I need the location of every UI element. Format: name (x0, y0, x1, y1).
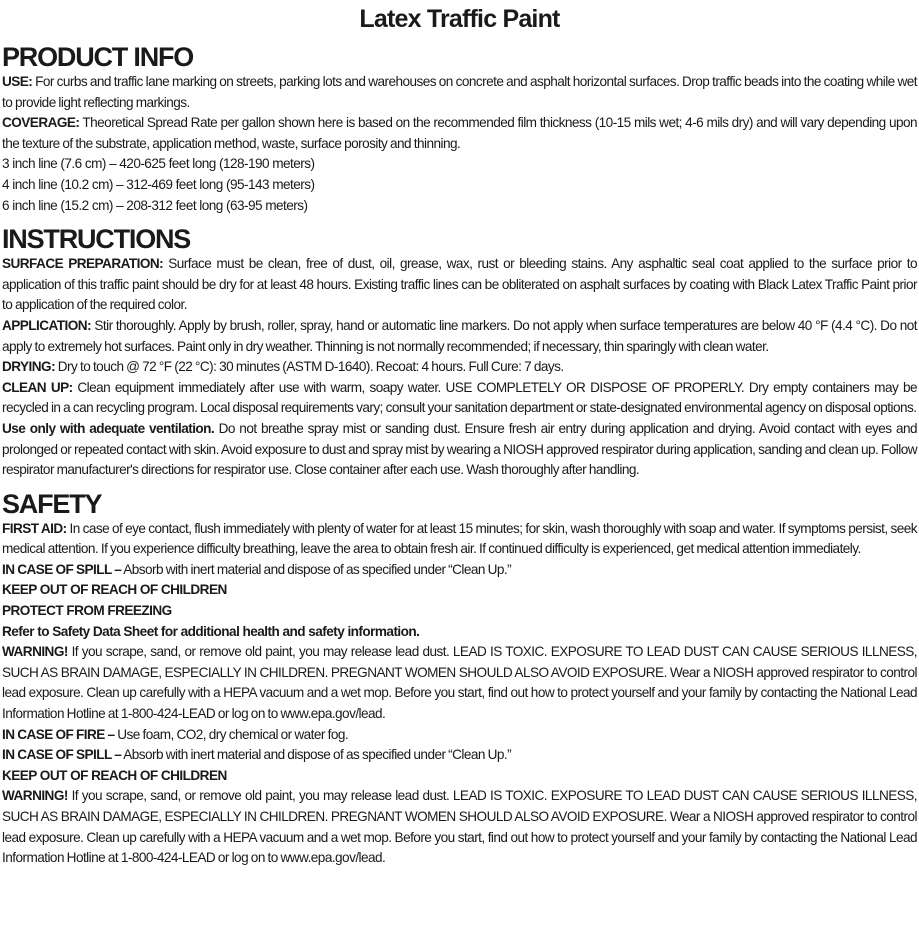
spill-paragraph (2, 560, 917, 581)
refer-sds-notice: Refer to Safety Data Sheet for additional health and safety information. (2, 623, 420, 639)
section-instructions (2, 224, 917, 481)
fire-label: IN CASE OF FIRE – (2, 726, 115, 742)
section-product-info (2, 42, 917, 216)
surface-preparation-paragraph (2, 254, 917, 316)
use-text: For curbs and traffic lane marking on streets, parking lots and warehouses on concrete and asphalt horizontal surfaces. Drop traffic beads into the coating while wet to provide light reflecting markings. (2, 74, 917, 110)
first-aid-paragraph (2, 519, 917, 560)
keep-out-of-reach-notice: KEEP OUT OF REACH OF CHILDREN (2, 582, 227, 598)
first-aid-text: In case of eye contact, flush immediately with plenty of water for at least 15 minutes; for skin, wash thoroughly with soap and water. If symptoms persist, seek medical attention. If you experience difficulty breathing, leave the area to obtain fresh air. If continued difficulty is experienced, get medical attention immediately. (2, 520, 917, 557)
coverage-line-4in: 4 inch line (10.2 cm) – 312-469 feet long (95-143 meters) (2, 176, 315, 192)
drying-label: DRYING: (2, 359, 56, 375)
coverage-line-6in: 6 inch line (15.2 cm) – 208-312 feet long (63-95 meters) (2, 197, 308, 213)
use-label: USE: (2, 74, 33, 89)
spill-text: Absorb with inert material and dispose of as specified under “Clean Up.” (121, 561, 512, 577)
first-aid-label: FIRST AID: (2, 520, 67, 536)
ventilation-label: Use only with adequate ventilation. (2, 420, 215, 436)
coverage-line-3in: 3 inch line (7.6 cm) – 420-625 feet long (128-190 meters) (2, 156, 315, 172)
application-label: APPLICATION: (2, 317, 92, 333)
coverage-label: COVERAGE: (2, 115, 80, 131)
warning-text-2: If you scrape, sand, or remove old paint, you may release lead dust. LEAD IS TOXIC. EXPOSURE TO LEAD DUST CAN CAUSE SERIOUS ILLNESS, SUCH AS BRAIN DAMAGE, ESPECIALLY IN CHILDREN. PREGNANT WOMEN SHOULD ALSO AVOID EXPOSURE. Wear a NIOSH approved respirator to control lead exposure. Clean up carefully with a HEPA vacuum and a wet mop. Before you start, find out how to protect yourself and your family by contacting the National Lead Information Hotline at 1-800-424-LEAD or log on to www.epa.gov/lead. (2, 788, 917, 866)
spill-label-2: IN CASE OF SPILL – (2, 747, 122, 763)
cleanup-text: Clean equipment immediately after use with warm, soapy water. USE COMPLETELY OR DISPOSE OF PROPERLY. Dry empty containers may be recycled in a can recycling program. Local disposal requirements vary; consult your sanitation department or state-designated environmental agency on disposal options. (2, 379, 917, 416)
application-text: Stir thoroughly. Apply by brush, roller, spray, hand or automatic line markers. Do not apply when surface temperatures are below 40 °F (4.4 °C). Do not apply to extremely hot surfaces. Paint only in dry weather. Thinning is not normally recommended; if necessary, thin sparingly with clean water. (2, 317, 917, 354)
protect-from-freezing-notice: PROTECT FROM FREEZING (2, 603, 172, 619)
fire-text: Use foam, CO2, dry chemical or water fog. (114, 726, 349, 742)
lead-warning-paragraph-2 (2, 786, 917, 868)
drying-paragraph (2, 357, 917, 378)
drying-text: Dry to touch @ 72 °F (22 °C): 30 minutes (ASTM D-1640). Recoat: 4 hours. Full Cure: 7 days. (55, 359, 564, 375)
ventilation-text: Do not breathe spray mist or sanding dust. Ensure fresh air entry during application and drying. Avoid contact with eyes and prolonged or repeated contact with skin. Avoid exposure to dust and spray mist by wearing a NIOSH approved respirator during application, sanding and clean up. Follow respirator manufacturer's directions for respirator use. Close container after each use. Wash thoroughly after handling. (2, 420, 917, 478)
section-heading-safety: SAFETY (2, 488, 102, 519)
cleanup-paragraph (2, 378, 917, 419)
surface-preparation-label: SURFACE PREPARATION: (2, 256, 164, 272)
fire-paragraph (2, 725, 917, 746)
spill-label: IN CASE OF SPILL – (2, 561, 122, 577)
spill-paragraph-2 (2, 745, 917, 766)
coverage-text: Theoretical Spread Rate per gallon shown here is based on the recommended film thickness (10-15 mils wet; 4-6 mils dry) and will vary depending upon the texture of the substrate, application method, waste, surface porosity and thinning. (2, 115, 917, 151)
use-paragraph (2, 72, 917, 113)
keep-out-of-reach-notice-2: KEEP OUT OF REACH OF CHILDREN (2, 767, 227, 783)
cleanup-label: CLEAN UP: (2, 379, 73, 395)
warning-label-2: WARNING! (2, 788, 68, 804)
section-safety (2, 489, 917, 869)
lead-warning-paragraph (2, 642, 917, 724)
spill-text-2: Absorb with inert material and dispose of as specified under “Clean Up.” (121, 747, 512, 763)
warning-label: WARNING! (2, 644, 68, 660)
page-title: Latex Traffic Paint (359, 5, 560, 33)
coverage-paragraph (2, 113, 917, 154)
section-heading-product-info: PRODUCT INFO (2, 42, 194, 72)
application-paragraph (2, 316, 917, 357)
section-heading-instructions: INSTRUCTIONS (2, 224, 191, 255)
ventilation-paragraph (2, 419, 917, 481)
warning-text: If you scrape, sand, or remove old paint, you may release lead dust. LEAD IS TOXIC. EXPOSURE TO LEAD DUST CAN CAUSE SERIOUS ILLNESS, SUCH AS BRAIN DAMAGE, ESPECIALLY IN CHILDREN. PREGNANT WOMEN SHOULD ALSO AVOID EXPOSURE. Wear a NIOSH approved respirator to control lead exposure. Clean up carefully with a HEPA vacuum and a wet mop. Before you start, find out how to protect yourself and your family by contacting the National Lead Information Hotline at 1-800-424-LEAD or log on to www.epa.gov/lead. (2, 644, 917, 722)
surface-preparation-text: Surface must be clean, free of dust, oil, grease, wax, rust or bleeding stains. Any asphaltic seal coat applied to the surface prior to application of this traffic paint should be dry for at least 48 hours. Existing traffic lines can be obliterated on asphalt surfaces by coating with Black Latex Traffic Paint prior to application of the required color. (2, 256, 917, 313)
